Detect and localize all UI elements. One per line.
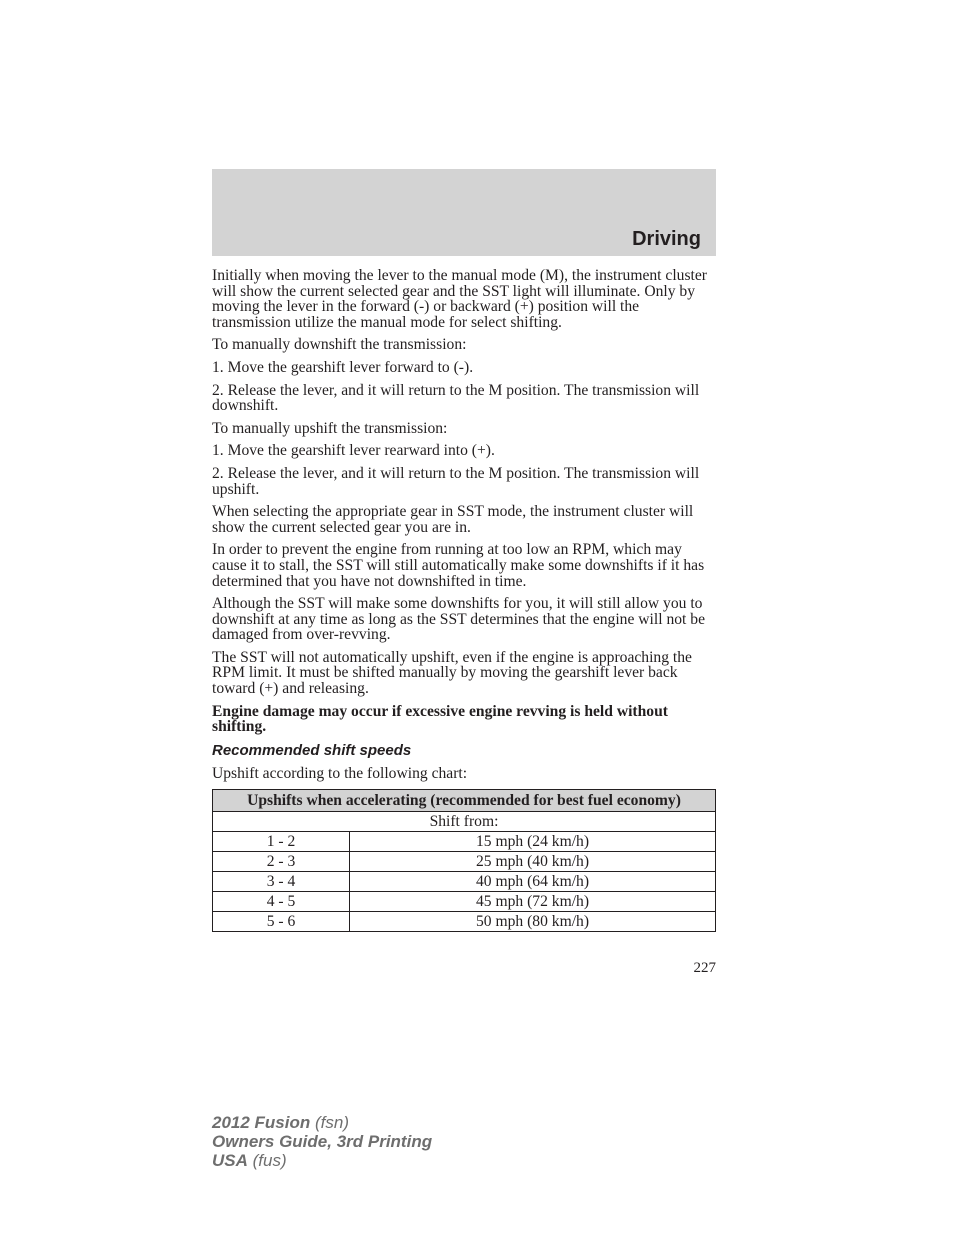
paragraph: To manually downshift the transmission: xyxy=(212,336,467,354)
footer-market-code: (fus) xyxy=(252,1151,287,1170)
footer xyxy=(212,1113,432,1170)
list-step: 1. Move the gearshift lever rearward into (+). xyxy=(212,442,495,460)
engine-damage-warning: Engine damage may occur if excessive engine revving is held without shifting. xyxy=(212,702,668,736)
speed-cell: 50 mph (80 km/h) xyxy=(350,912,716,932)
shift-cell: 4 - 5 xyxy=(213,892,350,912)
subheading: Recommended shift speeds xyxy=(212,741,412,759)
speed-cell: 15 mph (24 km/h) xyxy=(350,832,716,852)
paragraph: When selecting the appropriate gear in SST mode, the instrument cluster will show the current selected gear you are in. xyxy=(212,503,694,536)
section-header-band xyxy=(212,169,716,256)
list-step: 2. Release the lever, and it will return to the M position. The transmission will upshift. xyxy=(212,464,700,498)
table-subheader: Shift from: xyxy=(213,812,716,832)
paragraph: In order to prevent the engine from running at too low an RPM, which may cause it to stall, the SST will still automatically make some downshifts if it has determined that you have not downshifted in time. xyxy=(212,541,705,590)
table-title-row xyxy=(213,790,716,812)
paragraph: To manually upshift the transmission: xyxy=(212,419,448,437)
table-subheader-row xyxy=(213,812,716,832)
paragraph: The SST will not automatically upshift, even if the engine is approaching the RPM limit. It must be shifted manually by moving the gearshift lever back toward (+) and releasing. xyxy=(212,648,692,698)
page-content xyxy=(212,268,716,932)
footer-guide: Owners Guide, 3rd Printing xyxy=(212,1132,433,1151)
footer-model: 2012 Fusion xyxy=(212,1113,311,1132)
paragraph: Initially when moving the lever to the manual mode (M), the instrument cluster will show the current selected gear and the SST light will illuminate. Only by moving the lever in the forward (-) or backward (+) position will the transmission utilize the manual mode for select shifting. xyxy=(212,267,707,331)
table-row xyxy=(213,832,716,852)
shift-speed-table xyxy=(212,789,716,932)
footer-line xyxy=(212,1113,432,1132)
footer-model-code: (fsn) xyxy=(315,1113,349,1132)
table-row xyxy=(213,892,716,912)
paragraph: Although the SST will make some downshifts for you, it will still allow you to downshift at any time as long as the SST determines that the engine will not be damaged from over-revving. xyxy=(212,595,705,644)
footer-market: USA xyxy=(212,1151,248,1170)
speed-cell: 25 mph (40 km/h) xyxy=(350,852,716,872)
speed-cell: 45 mph (72 km/h) xyxy=(350,892,716,912)
table-intro: Upshift according to the following chart: xyxy=(212,764,468,782)
table-row xyxy=(213,912,716,932)
list-step: 2. Release the lever, and it will return to the M position. The transmission will downshift. xyxy=(212,381,700,415)
list-step: 1. Move the gearshift lever forward to (-). xyxy=(212,358,474,376)
table-row xyxy=(213,852,716,872)
shift-cell: 2 - 3 xyxy=(213,852,350,872)
footer-line xyxy=(212,1151,432,1170)
table-row xyxy=(213,872,716,892)
shift-cell: 5 - 6 xyxy=(213,912,350,932)
footer-line xyxy=(212,1132,432,1151)
speed-cell: 40 mph (64 km/h) xyxy=(350,872,716,892)
shift-cell: 3 - 4 xyxy=(213,872,350,892)
table-title: Upshifts when accelerating (recommended for best fuel economy) xyxy=(213,790,716,812)
section-title: Driving xyxy=(632,228,701,250)
shift-cell: 1 - 2 xyxy=(213,832,350,852)
page-number: 227 xyxy=(693,960,716,976)
